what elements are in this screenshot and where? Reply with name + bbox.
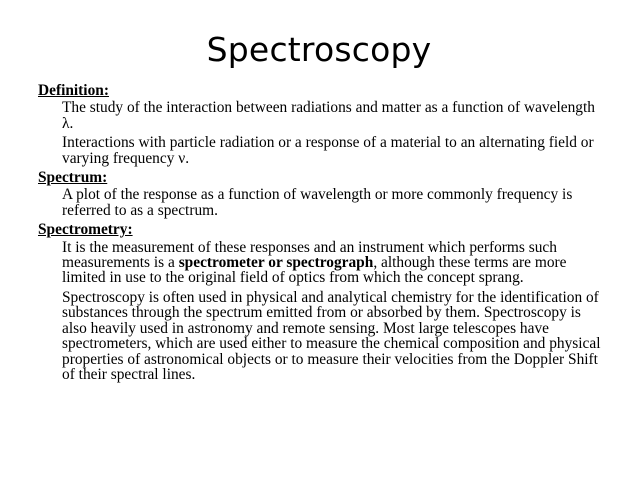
- paragraph: [62, 240, 605, 286]
- paragraph: [62, 290, 605, 382]
- paragraph: [62, 135, 605, 166]
- paragraph-text: Spectroscopy is often used in physical and analytical chemistry for the identification of substances through the spectrum emitted from or absorbed by them. Spectroscopy is also heavily used in astronomy and remote sensing. Most large telescopes have spectrometers, which are used either to measure the chemical composition and physical properties of astronomical objects or to measure their velocities from the Doppler Shift of their spectral lines.: [62, 288, 601, 383]
- section-heading: Spectrum:: [38, 169, 108, 187]
- paragraph-text: It is the measurement of these responses and an instrument which performs such measurements is a: [62, 238, 557, 272]
- slide-title: Spectroscopy: [206, 30, 432, 69]
- paragraph: [62, 100, 605, 131]
- paragraph: [62, 187, 605, 218]
- paragraph-text: A plot of the response as a function of wavelength or more commonly frequency is referred to as a spectrum.: [62, 186, 573, 219]
- section-spectrometry: [40, 222, 605, 382]
- slide-content: [40, 83, 605, 386]
- paragraph-bold-text: spectrometer or spectrograph: [178, 254, 374, 272]
- section-spectrum: [40, 170, 605, 218]
- section-heading: Definition:: [38, 82, 109, 99]
- paragraph-text: Interactions with particle radiation or a response of a material to an alternating field or varying frequency ν.: [62, 134, 594, 167]
- paragraph-text: The study of the interaction between radiations and matter as a function of wavelength λ.: [62, 99, 595, 132]
- paragraph-text-tail: , although these terms are more limited in use to the original field of optics from which the concept sprang.: [62, 254, 567, 287]
- section-definition: [40, 83, 605, 166]
- section-heading: Spectrometry:: [38, 221, 133, 239]
